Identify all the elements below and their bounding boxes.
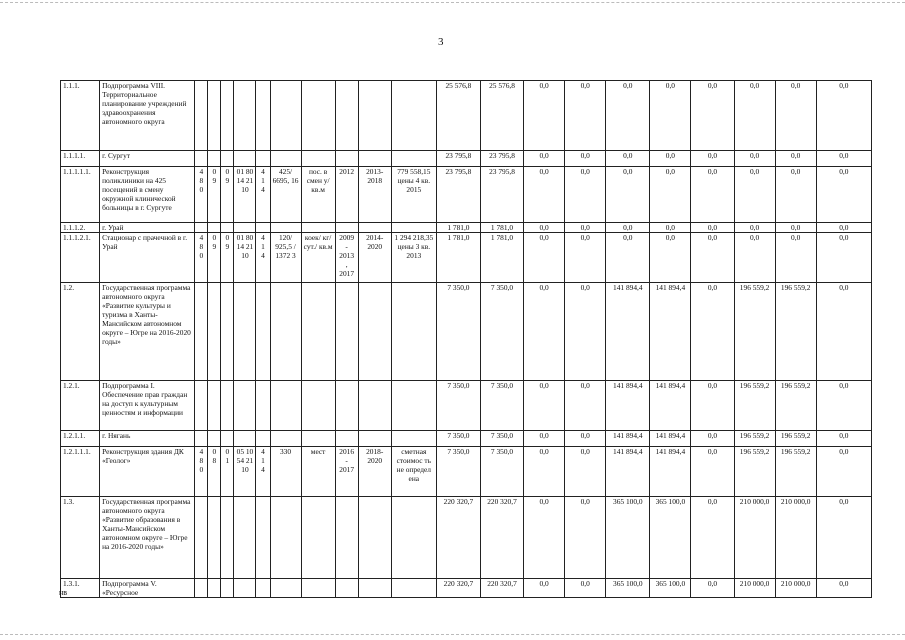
row-value-cell: 0,0 [734,81,775,151]
row-attribute-cell: 4 8 0 [195,233,208,283]
row-value-cell: 0,0 [691,151,734,167]
row-value-cell: 0,0 [734,151,775,167]
row-attribute-cell: пос. в смен у/ кв.м [301,167,335,223]
row-value-cell: 0,0 [816,381,871,431]
row-value-cell: 0,0 [565,223,606,233]
row-attribute-cell [195,151,208,167]
table-row [61,447,872,497]
row-attribute-cell [256,81,270,151]
row-attribute-cell [358,579,391,598]
row-value-cell: 1 781,0 [436,223,480,233]
row-attribute-cell [358,431,391,447]
row-value-cell: 141 894,4 [650,431,691,447]
row-value-cell: 0,0 [691,223,734,233]
row-value-cell: 0,0 [650,151,691,167]
row-value-cell: 0,0 [775,81,816,151]
row-attribute-cell [391,579,436,598]
row-attribute-cell [391,431,436,447]
table-row [61,283,872,381]
row-value-cell: 220 320,7 [480,579,523,598]
row-value-cell: 0,0 [565,151,606,167]
table-row [61,81,872,151]
row-attribute-cell [234,223,256,233]
table-row [61,381,872,431]
row-attribute-cell [358,381,391,431]
row-attribute-cell [391,151,436,167]
row-value-cell: 0,0 [650,81,691,151]
row-value-cell: 196 559,2 [775,447,816,497]
row-attribute-cell [335,579,358,598]
row-attribute-cell: 0 9 [221,233,234,283]
row-attribute-cell [234,283,256,381]
row-attribute-cell [270,81,301,151]
row-attribute-cell [195,579,208,598]
row-attribute-cell [391,381,436,431]
row-attribute-cell [301,81,335,151]
row-value-cell: 220 320,7 [480,497,523,579]
row-name: Реконструкция здания ДК «Геолог» [100,447,195,497]
row-attribute-cell: 01 80 14 21 10 [234,167,256,223]
row-value-cell: 0,0 [691,233,734,283]
row-value-cell: 23 795,8 [480,151,523,167]
row-value-cell: 0,0 [606,233,650,283]
row-attribute-cell [335,431,358,447]
row-name: Подпрограмма V. «Ресурсное [100,579,195,598]
row-name: г. Сургут [100,151,195,167]
row-attribute-cell [195,283,208,381]
row-attribute-cell [270,497,301,579]
row-attribute-cell [335,223,358,233]
row-value-cell: 7 350,0 [480,431,523,447]
row-value-cell: 0,0 [524,381,565,431]
row-value-cell: 7 350,0 [436,431,480,447]
row-value-cell: 0,0 [524,579,565,598]
row-attribute-cell [358,497,391,579]
row-attribute-cell [234,81,256,151]
row-value-cell: 0,0 [565,431,606,447]
table-row [61,167,872,223]
row-attribute-cell [221,497,234,579]
row-value-cell: 365 100,0 [650,497,691,579]
row-attribute-cell [221,223,234,233]
row-name: Стационар с прачечной в г. Урай [100,233,195,283]
row-value-cell: 0,0 [565,81,606,151]
row-attribute-cell [256,151,270,167]
row-value-cell: 0,0 [565,283,606,381]
row-attribute-cell: 0 9 [208,233,221,283]
row-attribute-cell [270,579,301,598]
row-attribute-cell [208,283,221,381]
row-attribute-cell [270,283,301,381]
row-code: 1.2.1.1.1. [61,447,100,497]
row-attribute-cell [208,431,221,447]
row-value-cell: 25 576,8 [436,81,480,151]
row-attribute-cell: 0 8 [208,447,221,497]
row-attribute-cell [208,381,221,431]
row-value-cell: 0,0 [816,447,871,497]
row-attribute-cell [256,579,270,598]
row-attribute-cell [301,283,335,381]
row-attribute-cell [301,579,335,598]
row-attribute-cell: 4 8 0 [195,447,208,497]
row-attribute-cell [195,497,208,579]
row-value-cell: 196 559,2 [734,381,775,431]
row-attribute-cell [221,151,234,167]
row-value-cell: 0,0 [565,579,606,598]
row-attribute-cell: 0 1 [221,447,234,497]
row-attribute-cell [270,151,301,167]
row-value-cell: 141 894,4 [606,431,650,447]
row-value-cell: 0,0 [524,447,565,497]
row-attribute-cell [221,579,234,598]
row-value-cell: 23 795,8 [436,167,480,223]
row-attribute-cell [358,151,391,167]
row-value-cell: 0,0 [691,447,734,497]
row-value-cell: 365 100,0 [606,579,650,598]
page-number: 3 [438,36,444,48]
table-row [61,233,872,283]
row-value-cell: 0,0 [816,81,871,151]
row-value-cell: 365 100,0 [650,579,691,598]
row-value-cell: 0,0 [775,151,816,167]
row-value-cell: 23 795,8 [436,151,480,167]
row-attribute-cell [335,151,358,167]
row-attribute-cell [391,223,436,233]
row-attribute-cell: 330 [270,447,301,497]
row-value-cell: 220 320,7 [436,497,480,579]
row-value-cell: 0,0 [775,233,816,283]
row-value-cell: 0,0 [691,167,734,223]
row-attribute-cell: 2014-2020 [358,233,391,283]
row-attribute-cell: сметная стоимос ть не определ ена [391,447,436,497]
table-row [61,579,872,598]
row-code: 1.1.1.2.1. [61,233,100,283]
row-value-cell: 141 894,4 [606,447,650,497]
row-value-cell: 220 320,7 [436,579,480,598]
table-row [61,151,872,167]
row-code: 1.1.1.1. [61,151,100,167]
row-attribute-cell [358,223,391,233]
row-code: 1.1.1.2. [61,223,100,233]
row-value-cell: 0,0 [775,223,816,233]
row-value-cell: 0,0 [524,283,565,381]
row-value-cell: 0,0 [524,497,565,579]
row-attribute-cell [221,431,234,447]
row-attribute-cell [234,151,256,167]
row-value-cell: 0,0 [816,233,871,283]
row-attribute-cell: 0 9 [208,167,221,223]
row-value-cell: 0,0 [606,151,650,167]
row-attribute-cell [270,223,301,233]
row-attribute-cell [256,381,270,431]
row-code: 1.3. [61,497,100,579]
row-name: г. Урай [100,223,195,233]
row-value-cell: 141 894,4 [606,381,650,431]
row-attribute-cell [208,151,221,167]
row-attribute-cell: 779 558,15 цены 4 кв. 2015 [391,167,436,223]
row-code: 1.3.1. [61,579,100,598]
row-attribute-cell [221,283,234,381]
row-value-cell: 0,0 [691,431,734,447]
row-attribute-cell [195,431,208,447]
row-attribute-cell: мест [301,447,335,497]
row-attribute-cell: 05 10 54 21 10 [234,447,256,497]
row-value-cell: 0,0 [650,223,691,233]
row-attribute-cell: 2012 [335,167,358,223]
row-value-cell: 196 559,2 [734,283,775,381]
row-value-cell: 0,0 [691,381,734,431]
row-code: 1.2. [61,283,100,381]
row-attribute-cell [234,431,256,447]
row-name: Подпрограмма VIII. Территориальное планирование учреждений здравоохранения автономного округа [100,81,195,151]
row-value-cell: 196 559,2 [775,431,816,447]
footer-mark: нв [59,588,68,597]
row-attribute-cell [195,81,208,151]
row-attribute-cell [301,223,335,233]
row-code: 1.1.1.1.1. [61,167,100,223]
row-name: г. Нягань [100,431,195,447]
row-value-cell: 196 559,2 [734,431,775,447]
row-attribute-cell [358,283,391,381]
row-value-cell: 7 350,0 [436,381,480,431]
row-value-cell: 141 894,4 [606,283,650,381]
row-attribute-cell [208,579,221,598]
row-value-cell: 7 350,0 [480,447,523,497]
row-attribute-cell [234,381,256,431]
row-value-cell: 141 894,4 [650,381,691,431]
row-attribute-cell [195,381,208,431]
scan-edge-top [0,2,905,3]
scan-edge-bottom [0,634,905,635]
row-value-cell: 0,0 [816,579,871,598]
row-name: Государственная программа автономного округа «Развитие образования в Ханты-Мансийском автономном округе – Югре на 2016-2020 годы» [100,497,195,579]
row-value-cell: 0,0 [565,233,606,283]
row-attribute-cell: 4 8 0 [195,167,208,223]
row-attribute-cell [301,497,335,579]
row-value-cell: 0,0 [691,497,734,579]
row-attribute-cell [270,431,301,447]
row-attribute-cell [335,497,358,579]
row-value-cell: 0,0 [650,233,691,283]
row-attribute-cell [234,497,256,579]
row-value-cell: 210 000,0 [734,497,775,579]
row-attribute-cell: 01 80 14 21 10 [234,233,256,283]
row-attribute-cell: коек/ кг/ сут./ кв.м [301,233,335,283]
row-attribute-cell [195,223,208,233]
row-value-cell: 1 781,0 [480,233,523,283]
investment-table [60,80,872,598]
row-value-cell: 0,0 [691,283,734,381]
row-attribute-cell [256,431,270,447]
row-attribute-cell: 4 1 4 [256,233,270,283]
row-attribute-cell [208,497,221,579]
row-attribute-cell: 2009 - 2013 , 2017 [335,233,358,283]
row-attribute-cell [256,223,270,233]
row-value-cell: 196 559,2 [775,283,816,381]
row-value-cell: 0,0 [524,81,565,151]
row-value-cell: 0,0 [606,167,650,223]
row-attribute-cell [301,151,335,167]
row-value-cell: 210 000,0 [775,579,816,598]
row-attribute-cell: 1 294 218,35 цены 3 кв. 2013 [391,233,436,283]
row-attribute-cell [335,381,358,431]
row-code: 1.2.1.1. [61,431,100,447]
row-attribute-cell [335,283,358,381]
row-name: Государственная программа автономного округа «Развитие культуры и туризма в Ханты-Мансийском автономном округе – Югре на 2016-2020 годы» [100,283,195,381]
row-value-cell: 7 350,0 [436,447,480,497]
row-attribute-cell: 4 1 4 [256,447,270,497]
row-value-cell: 0,0 [734,167,775,223]
row-attribute-cell: 2016 - 2017 [335,447,358,497]
row-name: Подпрограмма I. Обеспечение прав граждан на доступ к культурным ценностям и информации [100,381,195,431]
row-value-cell: 0,0 [816,151,871,167]
row-value-cell: 196 559,2 [775,381,816,431]
row-value-cell: 0,0 [734,223,775,233]
row-value-cell: 0,0 [565,447,606,497]
row-attribute-cell [208,81,221,151]
row-attribute-cell: 2018-2020 [358,447,391,497]
row-value-cell: 0,0 [565,167,606,223]
row-value-cell: 7 350,0 [436,283,480,381]
row-attribute-cell [256,497,270,579]
row-code: 1.1.1. [61,81,100,151]
row-value-cell: 0,0 [691,81,734,151]
row-value-cell: 0,0 [816,431,871,447]
row-value-cell: 25 576,8 [480,81,523,151]
row-value-cell: 0,0 [775,167,816,223]
row-attribute-cell: 120/ 925,5 / 1372 3 [270,233,301,283]
row-value-cell: 0,0 [524,223,565,233]
row-value-cell: 7 350,0 [480,381,523,431]
row-value-cell: 141 894,4 [650,447,691,497]
row-value-cell: 0,0 [816,167,871,223]
row-attribute-cell [301,431,335,447]
row-attribute-cell: 2013-2018 [358,167,391,223]
row-value-cell: 0,0 [816,223,871,233]
row-value-cell: 196 559,2 [734,447,775,497]
row-attribute-cell [391,283,436,381]
row-attribute-cell [358,81,391,151]
row-value-cell: 0,0 [524,431,565,447]
row-attribute-cell: 4 1 4 [256,167,270,223]
row-code: 1.2.1. [61,381,100,431]
row-attribute-cell [208,223,221,233]
row-value-cell: 210 000,0 [775,497,816,579]
row-value-cell: 141 894,4 [650,283,691,381]
row-value-cell: 7 350,0 [480,283,523,381]
row-attribute-cell [234,579,256,598]
row-attribute-cell [391,81,436,151]
row-value-cell: 0,0 [524,233,565,283]
row-attribute-cell: 425/ 6695, 16 [270,167,301,223]
row-value-cell: 23 795,8 [480,167,523,223]
row-value-cell: 1 781,0 [480,223,523,233]
row-value-cell: 0,0 [565,497,606,579]
row-value-cell: 0,0 [606,81,650,151]
row-attribute-cell [270,381,301,431]
table-row [61,223,872,233]
row-value-cell: 0,0 [650,167,691,223]
row-value-cell: 0,0 [524,167,565,223]
row-value-cell: 210 000,0 [734,579,775,598]
row-attribute-cell [391,497,436,579]
row-attribute-cell: 0 9 [221,167,234,223]
row-attribute-cell [335,81,358,151]
row-value-cell: 0,0 [524,151,565,167]
row-attribute-cell [221,381,234,431]
row-value-cell: 0,0 [734,233,775,283]
row-value-cell: 0,0 [816,283,871,381]
row-attribute-cell [301,381,335,431]
row-attribute-cell [256,283,270,381]
table-row [61,497,872,579]
row-attribute-cell [221,81,234,151]
row-value-cell: 0,0 [691,579,734,598]
row-value-cell: 0,0 [606,223,650,233]
row-value-cell: 1 781,0 [436,233,480,283]
row-value-cell: 0,0 [816,497,871,579]
row-value-cell: 0,0 [565,381,606,431]
table-row [61,431,872,447]
row-value-cell: 365 100,0 [606,497,650,579]
row-name: Реконструкция поликлиники на 425 посещений в смену окружной клинической больницы в г. Сургуте [100,167,195,223]
